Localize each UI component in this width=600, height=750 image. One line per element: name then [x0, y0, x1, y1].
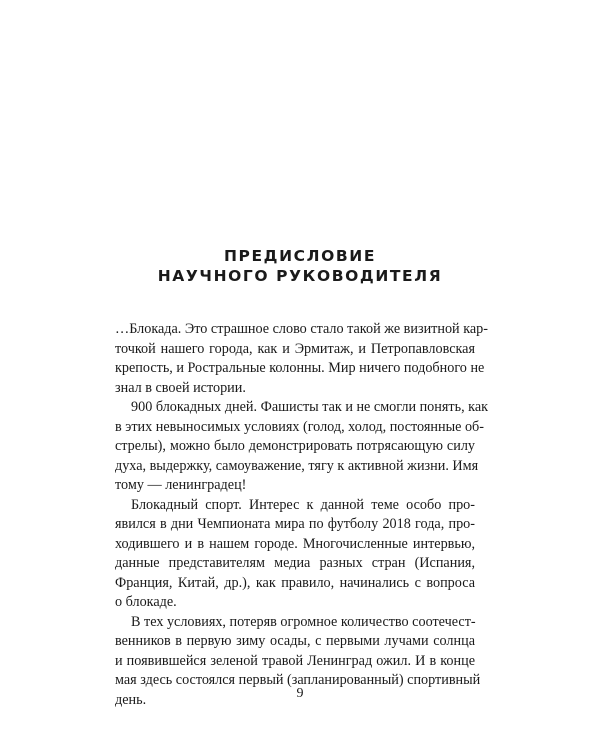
paragraph-4-line-4: мая здесь состоялся первый (запланированный) спортивный	[115, 672, 481, 688]
paragraph-4-line-5: день.	[115, 691, 147, 708]
paragraph-3-line-3: ходившего и в нашем городе. Многочисленные интервью,	[115, 535, 475, 552]
section-title-line-1: ПРЕДИСЛОВИЕ	[223, 247, 377, 265]
paragraph-2-line-4: духа, выдержку, самоуважение, тягу к активной жизни. Имя	[115, 457, 479, 474]
paragraph-1-line-3: крепость, и Ростральные колонны. Мир ничего подобного не	[115, 360, 485, 376]
paragraph-3-line-2: явился в дни Чемпионата мира по футболу 2018 года, про-	[115, 516, 475, 532]
paragraph-4-line-1: В тех условиях, потеряв огромное количество соотечест-	[131, 613, 476, 630]
paragraph-3-line-1: Блокадный спорт. Интерес к данной теме особо про-	[131, 496, 475, 513]
paragraph-3-line-4: данные представителям медиа разных стран (Испания,	[115, 555, 475, 571]
paragraph-2-line-3: стрелы), можно было демонстрировать потрясающую силу	[115, 438, 475, 454]
paragraph-2-line-2: в этих невыносимых условиях (голод, холод, постоянные об-	[115, 418, 484, 435]
paragraph-2-line-1: 900 блокадных дней. Фашисты так и не смогли понять, как	[131, 399, 489, 415]
paragraph-1-line-4: знал в своей истории.	[115, 379, 246, 396]
body-text	[115, 320, 489, 710]
section-title-line-2: НАУЧНОГО РУКОВОДИТЕЛЯ	[157, 267, 443, 285]
paragraph-4-line-2: венников в первую зиму осады, с первыми лучами солнца	[115, 633, 475, 649]
paragraph-2-line-5: тому — ленинградец!	[115, 477, 247, 493]
paragraph-4-line-3: и появившейся зеленой травой Ленинград ожил. И в конце	[115, 652, 475, 669]
paragraph-1-line-2: точкой нашего города, как и Эрмитаж, и Петропавловская	[115, 340, 475, 357]
paragraph-3-line-5: Франция, Китай, др.), как правило, начинались с вопроса	[115, 574, 475, 591]
page-number: 9	[296, 686, 304, 701]
paragraph-3-line-6: о блокаде.	[115, 594, 177, 610]
paragraph-1-line-1: …Блокада. Это страшное слово стало такой же визитной кар-	[115, 321, 488, 337]
